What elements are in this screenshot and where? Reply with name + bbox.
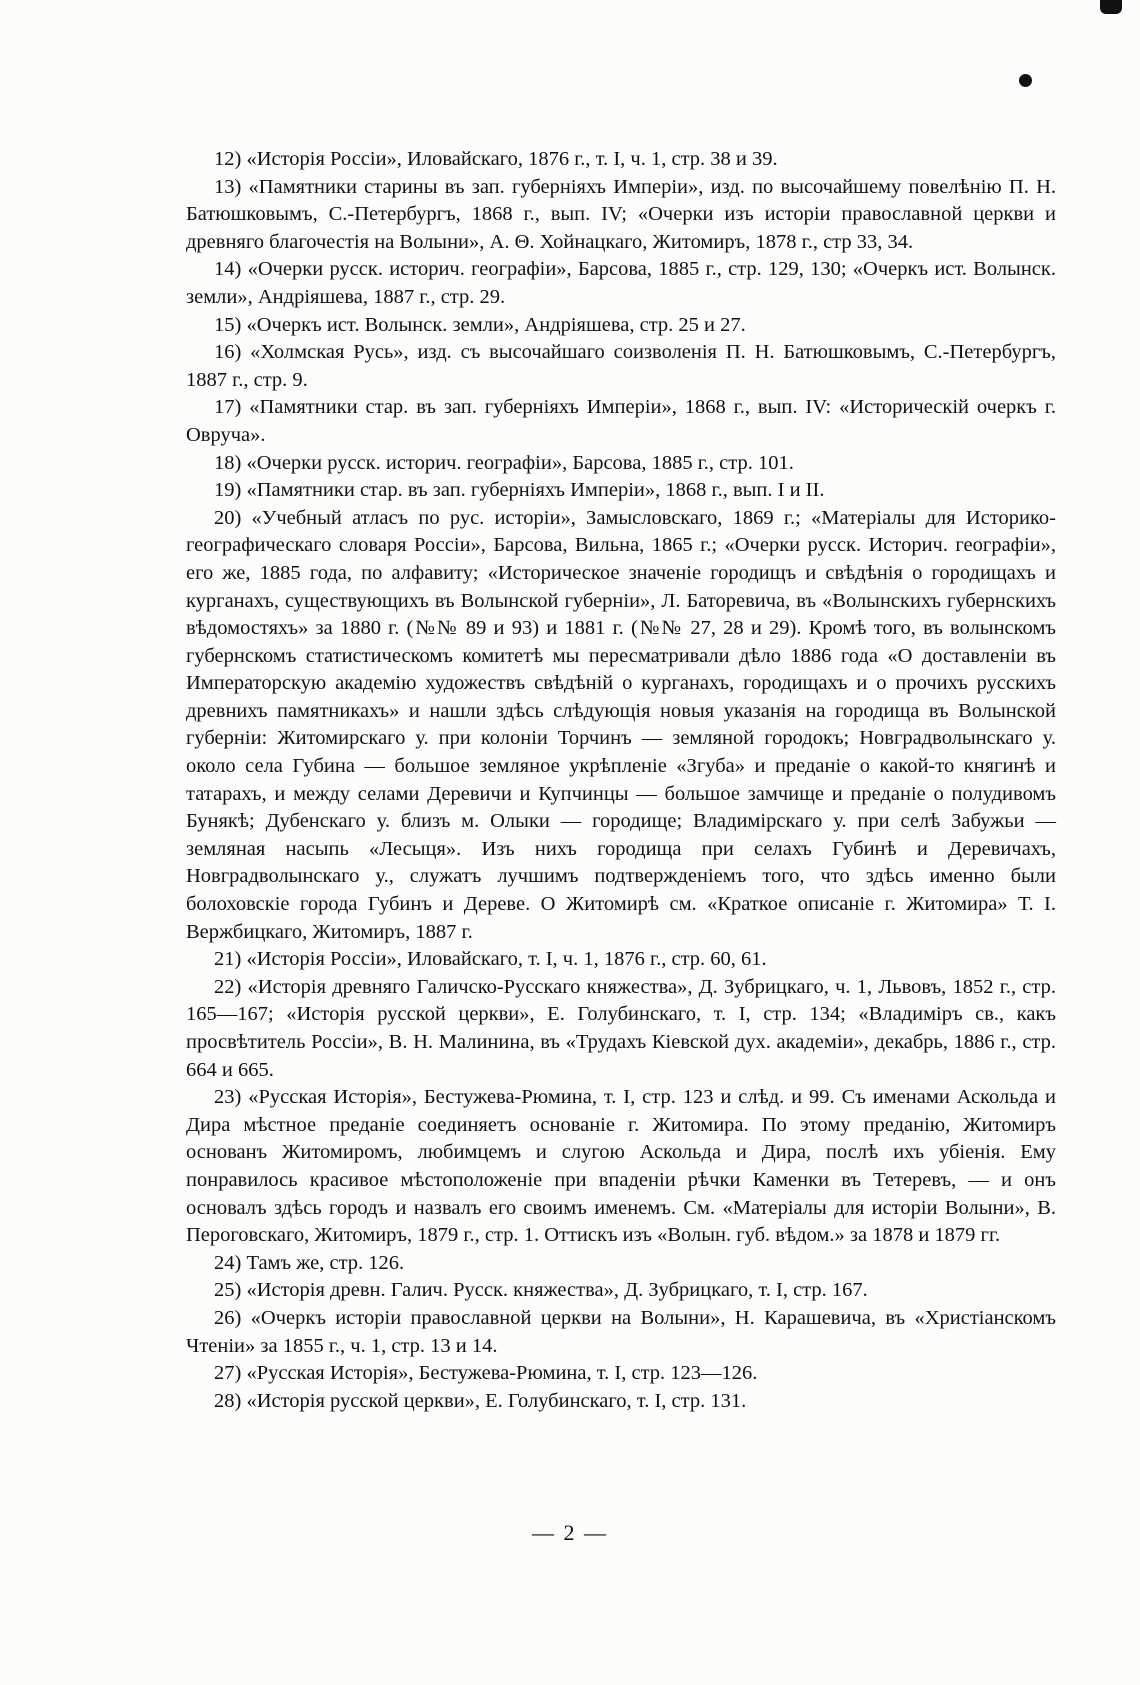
page-number: — 2 —	[532, 1520, 608, 1545]
footnote-15: 15) «Очеркъ ист. Волынск. земли», Андріяшева, стр. 25 и 27.	[214, 313, 746, 336]
footnote-22: 22) «Исторія древняго Галичско-Русскаго княжества», Д. Зубрицкаго, ч. 1, Львовъ, 1852 г., стр. 165—167; «Исторія русской церкви», Е. Голубинскаго, т. I, стр. 134; «Владиміръ св., какъ просвѣтитель Россіи», В. Н. Малинина, въ «Трудахъ Кіевской дух. академіи», декабрь, 1886 г., стр. 664 и 665.	[186, 975, 1056, 1081]
footnote-24: 24) Тамъ же, стр. 126.	[214, 1251, 405, 1274]
footnote-25: 25) «Исторія древн. Галич. Русск. княжества», Д. Зубрицкаго, т. I, стр. 167.	[214, 1279, 868, 1302]
footnote-21: 21) «Исторія Россіи», Иловайскаго, т. I, ч. 1, 1876 г., стр. 60, 61.	[214, 948, 767, 971]
footnote-12: 12) «Исторія Россіи», Иловайскаго, 1876 г., т. I, ч. 1, стр. 38 и 39.	[214, 148, 778, 170]
footnotes-block	[186, 146, 1056, 1415]
footnote-16: 16) «Холмская Русь», изд. съ высочайшаго соизволенія П. Н. Батюшковымъ, С.-Петербургъ, 1887 г., стр. 9.	[186, 341, 1056, 391]
footnote-13: 13) «Памятники старины въ зап. губерніяхъ Имперіи», изд. по высочайшему повелѣнію П. Н. Батюшковымъ, С.-Петербургъ, 1868 г., вып. IV; «Очерки изъ исторіи православной церкви и древняго благочестія на Волыни», А. Θ. Хойнацкаго, Житомиръ, 1878 г., стр 33, 34.	[186, 175, 1056, 253]
footnote-17: 17) «Памятники стар. въ зап. губерніяхъ Имперіи», 1868 г., вып. IV: «Историческій очеркъ г. Овруча».	[186, 396, 1056, 446]
footnote-23: 23) «Русская Исторія», Бестужева-Рюмина, т. I, стр. 123 и слѣд. и 99. Съ именами Аскольда и Дира мѣстное преданіе соединяетъ основаніе г. Житомира. По этому преданію, Житомиръ основанъ Житомиромъ, любимцемъ и слугою Аскольда и Дира, послѣ ихъ убіенія. Ему понравилось красивое мѣстоположеніе при впаденіи рѣчки Каменки въ Тетеревъ, — и онъ основалъ здѣсь городъ и назвалъ его своимъ именемъ. См. «Матеріалы для исторіи Волыни», В. Пероговскаго, Житомиръ, 1879 г., стр. 1. Оттискъ изъ «Волын. губ. вѣдом.» за 1878 и 1879 гг.	[186, 1086, 1056, 1247]
footnote-20: 20) «Учебный атласъ по рус. исторіи», Замысловскаго, 1869 г.; «Матеріалы для Историко-географическаго словаря Россіи», Барсова, Вильна, 1865 г.; «Очерки русск. Историч. географіи», его же, 1885 года, по алфавиту; «Историческое значеніе городищъ и свѣдѣнія о городищахъ и курганахъ, существующихъ въ Волынской губерніи», Л. Баторевича, въ «Волынскихъ губернскихъ вѣдомостяхъ» за 1880 г. (№№ 89 и 93) и 1881 г. (№№ 27, 28 и 29). Кромѣ того, въ волынскомъ губернскомъ статистическомъ комитетѣ мы пересматривали дѣло 1886 года «О доставленіи въ Императорскую академію художествъ свѣдѣній о курганахъ, городищахъ и о прочихъ русскихъ древнихъ памятникахъ» и нашли здѣсь слѣдующія новыя указанія на городища въ Волынской губерніи: Житомирскаго у. при колоніи Торчинъ — земляной городокъ; Новградволынскаго у. около села Губина — большое земляное укрѣпленіе «Згуба» и преданіе о какой-то княгинѣ и татарахъ, и между селами Деревичи и Купчинцы — большое замчище и преданіе о полудивомъ Бунякѣ; Дубенскаго у. близъ м. Олыки — городище; Владимірскаго у. при селѣ Забужьи — земляная насыпь «Лесыця». Изъ нихъ городища при селахъ Губинѣ и Деревичахъ, Новградволынскаго у., служатъ лучшимъ подтвержденіемъ того, что здѣсь именно были болоховскіе города Губинъ и Дереве. О Житомирѣ см. «Краткое описаніе г. Житомира» Т. І. Вержбицкаго, Житомиръ, 1887 г.	[186, 506, 1056, 943]
footnote-28: 28) «Исторія русской церкви», Е. Голубинскаго, т. I, стр. 131.	[214, 1389, 747, 1412]
footnote-27: 27) «Русская Исторія», Бестужева-Рюмина, т. I, стр. 123—126.	[214, 1362, 758, 1385]
scan-corner-mark	[1100, 0, 1122, 14]
footnote-19: 19) «Памятники стар. въ зап. губерніяхъ Имперіи», 1868 г., вып. I и II.	[214, 479, 825, 502]
footnote-18: 18) «Очерки русск. историч. географіи», Барсова, 1885 г., стр. 101.	[214, 451, 794, 474]
ink-blot	[1019, 74, 1032, 87]
footnote-14: 14) «Очерки русск. историч. географіи», Барсова, 1885 г., стр. 129, 130; «Очеркъ ист. Волынск. земли», Андріяшева, 1887 г., стр. 29.	[186, 258, 1056, 308]
footnote-26: 26) «Очеркъ исторіи православной церкви на Волыни», Н. Карашевича, въ «Христіанскомъ Чтеніи» за 1855 г., ч. 1, стр. 13 и 14.	[186, 1306, 1056, 1357]
